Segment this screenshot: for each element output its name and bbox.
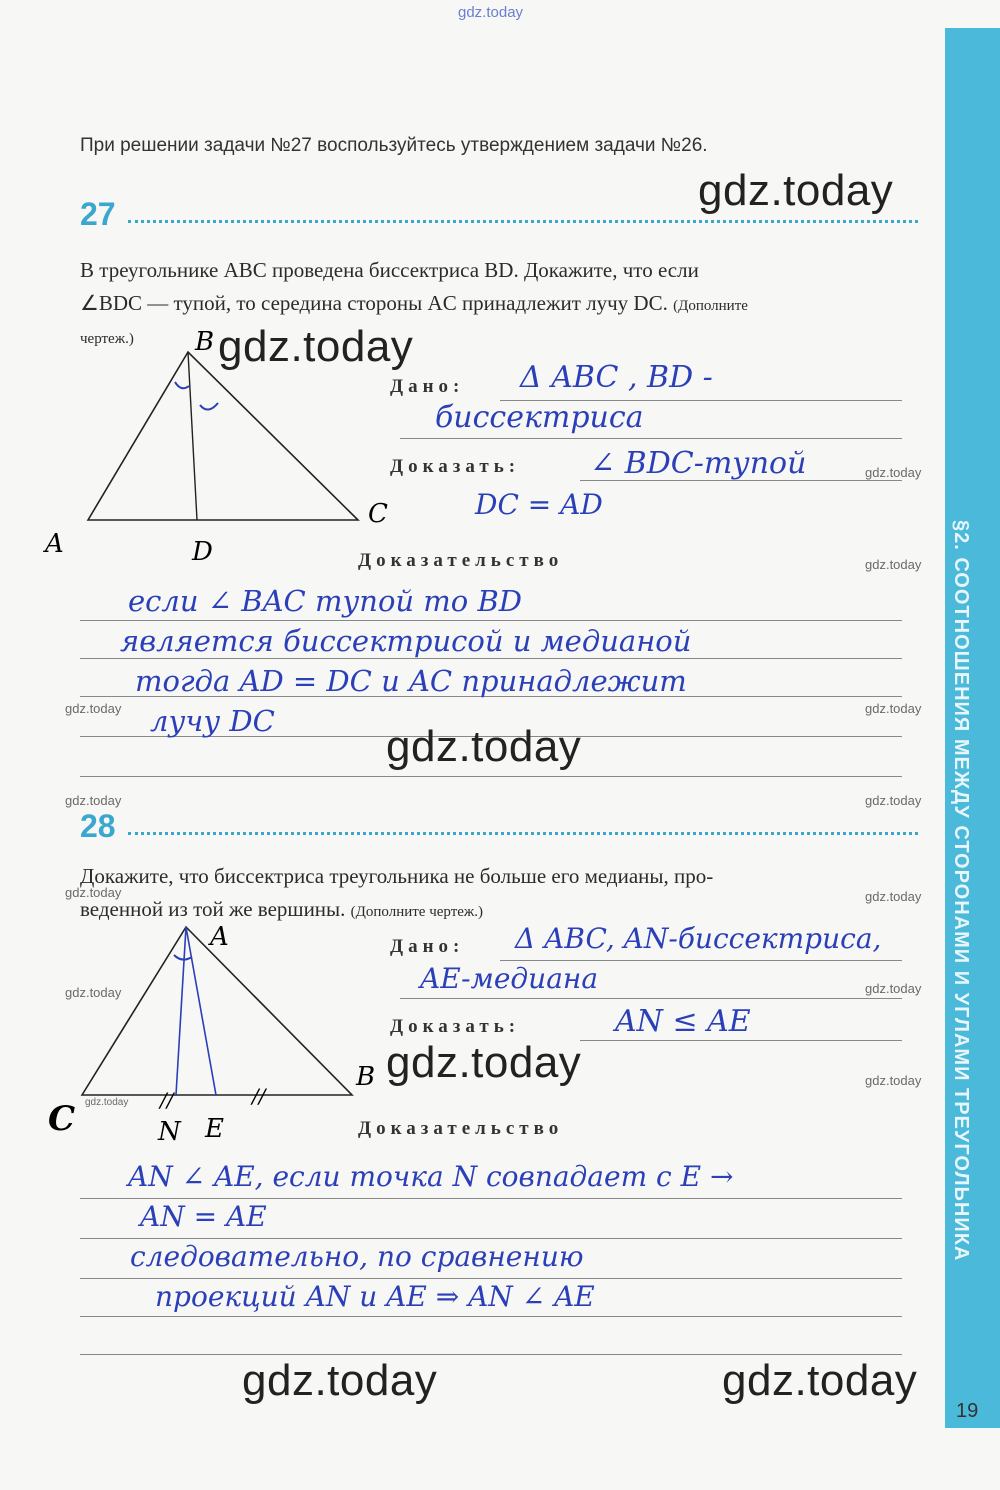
task-28-prove-label: Доказать: xyxy=(390,1016,521,1037)
watermark: gdz.today xyxy=(65,701,122,716)
task-27-divider xyxy=(128,220,918,223)
watermark: gdz.today xyxy=(865,1073,922,1088)
intro-text: При решении задачи №27 воспользуйтесь утверждением задачи №26. xyxy=(80,135,708,156)
watermark: gdz.today xyxy=(865,557,922,572)
rule xyxy=(500,960,902,961)
watermark: gdz.today xyxy=(242,1356,438,1405)
task-27-proof-line4: лучу DC xyxy=(150,704,275,738)
top-watermark: gdz.today xyxy=(458,4,524,21)
bisector-bd xyxy=(188,352,197,520)
task-27-given-2: биссектриса xyxy=(435,400,644,435)
label-d: D xyxy=(192,537,213,567)
page-number: 19 xyxy=(956,1400,979,1422)
task-28-proof-label: Доказательство xyxy=(358,1118,564,1139)
angle-mark xyxy=(174,955,192,960)
chapter-title: §2. СООТНОШЕНИЯ МЕЖДУ СТОРОНАМИ И УГЛАМИ ТРЕУГОЛЬНИКА xyxy=(950,520,972,1262)
watermark: gdz.today xyxy=(386,722,582,771)
task-27-proof-line3: тогда AD = DC и AC принадлежит xyxy=(135,664,687,698)
tick-mark-1: // xyxy=(160,1088,174,1112)
rule xyxy=(400,438,902,439)
triangle-abc xyxy=(82,927,352,1095)
label-a: A xyxy=(210,922,229,952)
rule xyxy=(80,1238,902,1239)
rule xyxy=(580,1040,902,1041)
task-28-proof-line4: проекций AN и AE ⇒ AN ∠ AE xyxy=(155,1280,595,1313)
task-27-given-label: Дано: xyxy=(390,376,465,397)
task-28-figure xyxy=(40,915,380,1155)
task-28-given-label: Дано: xyxy=(390,936,465,957)
label-b: B xyxy=(356,1062,376,1092)
tick-mark-2: // xyxy=(252,1084,266,1108)
task-28-proof-line1: AN ∠ AE, если точка N совпадает с E → xyxy=(128,1160,734,1193)
task-27-proof-label: Доказательство xyxy=(358,550,564,571)
rule xyxy=(80,658,902,659)
label-b: B xyxy=(195,327,215,357)
watermark: gdz.today xyxy=(386,1038,582,1087)
triangle-abc xyxy=(88,352,358,520)
task-27-number: 27 xyxy=(80,196,116,232)
task-27-proof-line2: является биссектрисой и медианой xyxy=(120,624,692,658)
task-27-proof-line1: если ∠ BAC тупой то BD xyxy=(128,584,523,618)
rule xyxy=(80,1198,902,1199)
watermark: gdz.today xyxy=(865,465,922,480)
task-28-hint: (Дополните чертеж.) xyxy=(350,904,484,920)
task-27-given-1: Δ ABC , BD - xyxy=(520,360,713,395)
label-c: C xyxy=(368,499,388,529)
angle-mark-2 xyxy=(200,403,218,410)
watermark: gdz.today xyxy=(65,885,122,900)
watermark: gdz.today xyxy=(65,793,122,808)
label-n: N xyxy=(158,1117,181,1147)
task-28-number: 28 xyxy=(80,808,116,844)
watermark: gdz.today xyxy=(865,793,922,808)
task-28-proof-line2: AN = AE xyxy=(140,1200,267,1233)
watermark: gdz.today xyxy=(218,322,414,371)
task-27-hint2: чертеж.) xyxy=(80,331,134,347)
rule xyxy=(80,1316,902,1317)
task-27-prove-label: Доказать: xyxy=(390,456,521,477)
rule xyxy=(80,620,902,621)
task-27-line2: ∠BDC — тупой, то середина стороны AC принадлежит лучу DC. xyxy=(80,291,668,315)
watermark: gdz.today xyxy=(85,1097,129,1108)
watermark: gdz.today xyxy=(722,1356,918,1405)
task-27-prove-1: ∠ BDC-тупой xyxy=(590,446,807,481)
task-27-prove-2: DC = AD xyxy=(475,488,603,521)
watermark: gdz.today xyxy=(865,701,922,716)
rule xyxy=(400,998,902,999)
task-27-hint: (Дополните xyxy=(673,298,748,314)
task-28-line2: веденной из той же вершины. xyxy=(80,897,346,921)
rule xyxy=(80,1354,902,1355)
task-28-given-2: AE-медиана xyxy=(420,962,599,995)
task-28-proof-line3: следовательно, по сравнению xyxy=(130,1240,584,1273)
watermark: gdz.today xyxy=(865,981,922,996)
task-27-line1: В треугольнике ABC проведена биссектриса BD. Докажите, что если xyxy=(80,258,699,282)
task-28-given-1: Δ ABC, AN-биссектриса, xyxy=(515,922,882,955)
label-e: E xyxy=(205,1114,224,1144)
task-28-line1: Докажите, что биссектриса треугольника не больше его медианы, про- xyxy=(80,864,714,888)
watermark: gdz.today xyxy=(865,889,922,904)
label-c: C xyxy=(48,1099,76,1139)
rule xyxy=(80,776,902,777)
task-28-prove-1: AN ≤ AE xyxy=(615,1004,751,1039)
watermark: gdz.today xyxy=(698,166,894,215)
angle-mark-1 xyxy=(175,382,189,388)
bisector-an xyxy=(176,927,186,1095)
watermark: gdz.today xyxy=(65,985,122,1000)
rule xyxy=(80,1278,902,1279)
task-28-divider xyxy=(128,832,918,835)
label-a: A xyxy=(45,529,64,559)
